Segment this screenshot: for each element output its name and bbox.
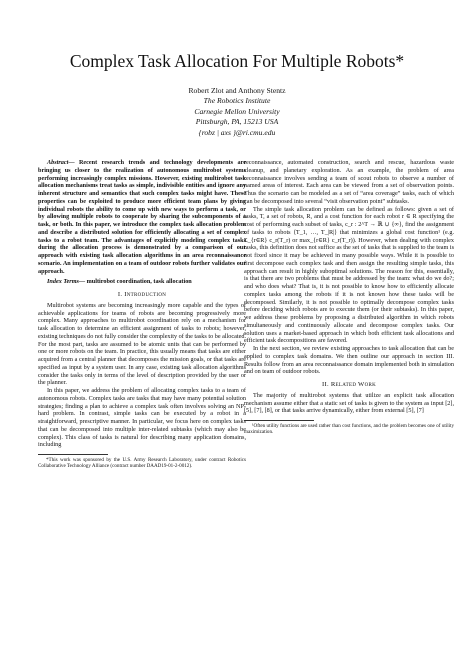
footnote-utility: ¹Often utility functions are used rather than cost functions, and the problem becomes one of utility maximization. [244,423,454,436]
abstract-text: — Recent research trends and technology developments are bringing us closer to the realization of autonomous multirobot systems performing increasingly complex missions. However, existing multirobot task allocation mechanisms treat tasks as simple, indivisible entities and ignore any inherent structure and semantics that such complex tasks might have. These properties can be exploited to produce more efficient team plans by giving individual robots the ability to come up with new ways to perform a task, or by allowing multiple robots to cooperate by sharing the subcomponents of a task, or both. In this paper, we introduce the complex task allocation problem and describe a distributed solution for efficiently allocating a set of complex tasks to a robot team. The advantages of explicitly modeling complex tasks during the allocation process is demonstrated by a comparison of our approach with existing task allocation algorithms in an area reconnaissance scenario. An implementation on a team of outdoor robots further validates our approach. [38,159,246,275]
index-terms [38,278,246,286]
abstract-label: Abstract [47,159,69,166]
footnote-sponsor: *This work was sponsored by the U.S. Army Research Laboratory, under contract Robotics Collaborative Technology Alliance (contract number DAAD19-01-2-0012). [38,457,246,470]
author-city: Pittsburgh, PA, 15213 USA [195,117,279,127]
abstract [38,159,246,275]
section-heading-introduction: I. Introduction [117,291,167,298]
right-paragraph-1: reconnaissance, automated construction, search and rescue, hazardous waste cleanup, and planetary exploration. As an example, the problem of area reconnaissance involves sending a team of scout robots to observe a number of named areas of interest. Each area can be viewed from a set of observation points. Thus the scenario can be modeled as a set of “area coverage” tasks, each of which can be decomposed into several “visit observation point” subtasks. [244,159,454,205]
index-terms-text: — multirobot coordination, task allocation [78,278,192,286]
intro-paragraph-1: Multirobot systems are becoming increasingly more capable and the types of achievable applications for teams of robots are becoming progressively more complex. Many approaches to multirobot coordination rely on a mechanism for task allocation to determine an efficient assignment of tasks to robots; however, existing techniques do not fully consider the complexity of the tasks to be allocated. For the most part, tasks are assumed to be atomic units that can be performed by one or more robots on the team. In practice, this usually means that tasks are either acquired from a central planner that decomposes the mission goals, or that tasks are specified as input by a system user. In any case, existing task allocation algorithms consider the tasks only in terms of the level of description provided by the user or the planner. [38,301,246,387]
author-university: Carnegie Mellon University [194,106,280,116]
right-paragraph-2: The simple task allocation problem can be defined as follows: given a set of tasks, T, a set of robots, R, and a cost function for each robot r ∈ R specifying the cost of performing each subset of tasks, c_r : 2^T → ℝ ∪ {∞}, find the assignment of tasks to robots ⟨T_1, …, T_|R|⟩ that minimizes a global cost function¹ (e.g. Σ_{r∈R} c_r(T_r) or max_{r∈R} c_r(T_r)). However, when dealing with complex tasks, this definition does not suffice as the set of tasks that is supplied to the team is not fixed since it may be achieved in many possible ways. While it is possible to first decompose each complex task and then assign the resulting simple tasks, this approach can result in highly suboptimal solutions. The reason for this, essentially, is that there are two problems that must be addressed by the team: what do we do?; and who does what? That is, it is not possible to know how to efficiently allocate complex tasks among the robots if it is not known how these tasks will be decomposed. Similarly, it is not possible to optimally decompose complex tasks before deciding which robots are to execute them (or their subtasks). In this paper, we address these problems by proposing a distributed algorithm in which robots simultaneously and continuously allocate and decompose complex tasks. Our solution uses a market-based approach in which both efficient task allocations and efficient task decompositions are favored. [244,205,454,345]
right-paragraph-3: In the next section, we review existing approaches to task allocation that can be applied to complex task domains. We then outline our approach in section III. Results follow from an area reconnaissance domain implemented both in simulation and on team of outdoor robots. [244,345,454,376]
footnote-rule [38,454,108,455]
author-names: Robert Zlot and Anthony Stentz [188,86,286,95]
author-email: {robz | axs }@ri.cmu.edu [198,127,276,137]
right-column [244,159,454,436]
section-heading-related-work: II. Related Work [321,381,377,388]
intro-paragraph-2: In this paper, we address the problem of allocating complex tasks to a team of autonomous robots. Complex tasks are tasks that may have many potential solution strategies; finding a plan to achieve a complex task often involves solving an NP-hard problem. In contrast, simple tasks can be executed by a robot in a straightforward, prescriptive manner. In particular, we focus here on complex tasks that can be decomposed into multiple inter-related subtasks (which may also be complex). This class of tasks is natural for describing many application domains, including [38,387,246,449]
author-affiliation: The Robotics Institute [203,96,271,106]
left-column [38,159,246,470]
paper-title: Complex Task Allocation For Multiple Robots* [69,51,405,71]
footnote-rule-right [244,420,314,421]
footnote-left [38,457,246,470]
index-terms-label: Index Terms [47,278,79,286]
footnote-right [244,423,454,436]
author-block [0,86,474,138]
related-paragraph-1: The majority of multirobot systems that utilize an explicit task allocation mechanism assume either that a static set of tasks is given to the system as input [2], [5], [7], [8], or that tasks arrive dynamically, either from external [5], [7] [244,391,454,415]
